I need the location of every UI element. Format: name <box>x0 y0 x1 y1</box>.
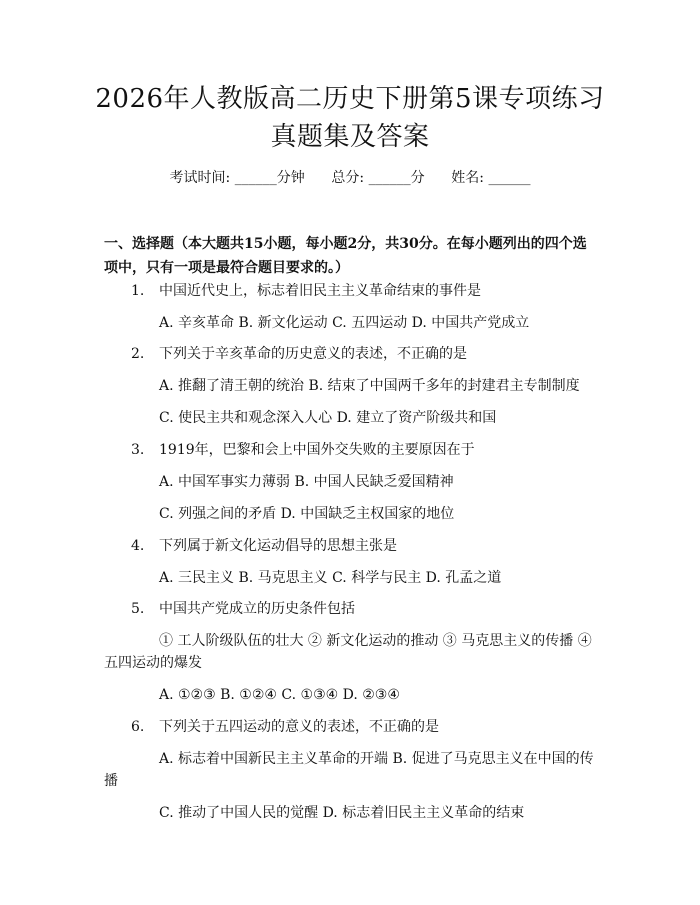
question-text: 下列关于五四运动的意义的表述，不正确的是 <box>159 719 439 735</box>
question-stem-line-1: ① 工人阶级队伍的壮大 ② 新文化运动的推动 ③ 马克思主义的传播 ④ <box>159 633 592 649</box>
question-number: 5. <box>131 601 145 617</box>
question-text: 下列属于新文化运动倡导的思想主张是 <box>159 538 397 554</box>
question-options: A. 推翻了清王朝的统治 B. 结束了中国两千多年的封建君主专制制度 <box>159 378 580 394</box>
question-options-continued: 播 <box>104 773 118 789</box>
question-text: 下列关于辛亥革命的历史意义的表述，不正确的是 <box>159 346 467 362</box>
question-number: 4. <box>131 538 145 554</box>
question-number: 6. <box>131 719 145 735</box>
question-text: 1919年，巴黎和会上中国外交失败的主要原因在于 <box>159 442 475 458</box>
question-number: 2. <box>131 346 145 362</box>
question-stem-line-2: 五四运动的爆发 <box>104 655 202 671</box>
question-options: A. ①②③ B. ①②④ C. ①③④ D. ②③④ <box>159 687 400 703</box>
question-number: 3. <box>131 442 145 458</box>
question-options: A. 辛亥革命 B. 新文化运动 C. 五四运动 D. 中国共产党成立 <box>159 315 530 331</box>
exam-meta-info: 考试时间: ______分钟 总分: ______分 姓名: ______ <box>169 170 531 186</box>
section-heading-line-2: 项中，只有一项是最符合题目要求的。） <box>104 260 349 276</box>
question-number: 1. <box>131 283 145 299</box>
question-options: A. 中国军事实力薄弱 B. 中国人民缺乏爱国精神 <box>159 474 454 490</box>
document-title-line-1: 2026年人教版高二历史下册第5课专项练习 <box>95 84 605 114</box>
question-text: 中国共产党成立的历史条件包括 <box>159 601 355 617</box>
question-options: A. 三民主义 B. 马克思主义 C. 科学与民主 D. 孔孟之道 <box>159 570 502 586</box>
question-options: C. 使民主共和观念深入人心 D. 建立了资产阶级共和国 <box>159 410 497 426</box>
section-heading-line-1: 一、选择题（本大题共15小题，每小题2分，共30分。在每小题列出的四个选 <box>104 236 587 252</box>
question-text: 中国近代史上，标志着旧民主主义革命结束的事件是 <box>159 283 481 299</box>
question-options: C. 推动了中国人民的觉醒 D. 标志着旧民主主义革命的结束 <box>159 805 525 821</box>
question-options: A. 标志着中国新民主主义革命的开端 B. 促进了马克思主义在中国的传 <box>159 751 594 767</box>
question-options: C. 列强之间的矛盾 D. 中国缺乏主权国家的地位 <box>159 506 455 522</box>
document-title-line-2: 真题集及答案 <box>270 122 430 152</box>
